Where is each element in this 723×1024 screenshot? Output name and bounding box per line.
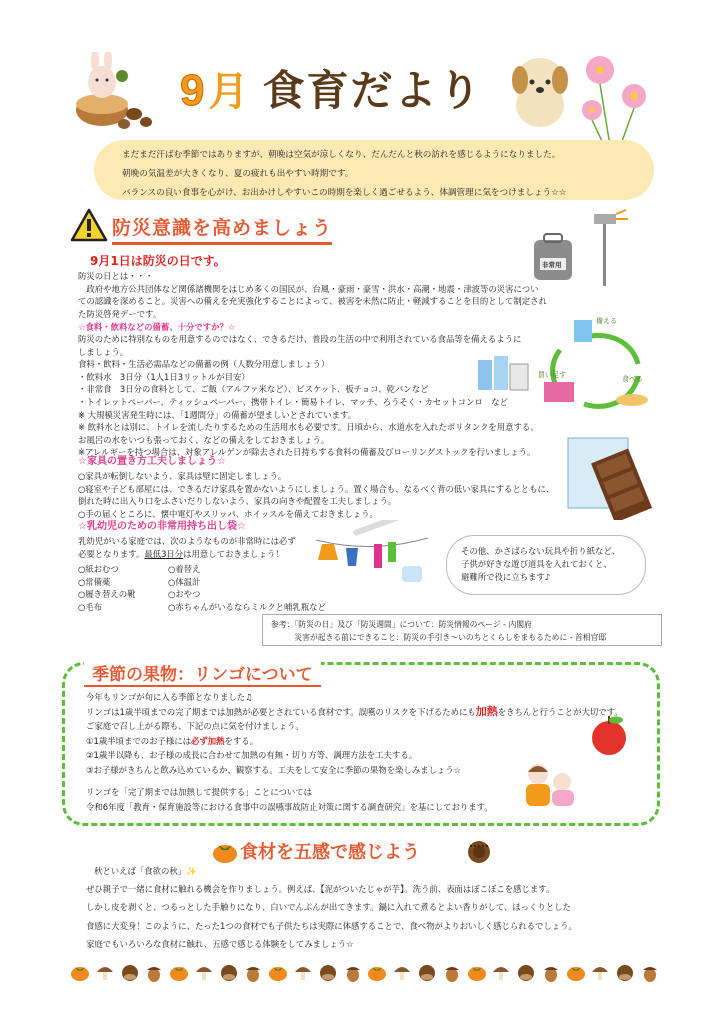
- text-line: ※ 大規模災害発生時には、「1週間分」の備蓄が望ましいとされています。: [78, 409, 357, 420]
- cycle-label: 食べる: [622, 375, 643, 383]
- text-line: 子供が好きな遊び道具を入れておくと、: [461, 559, 612, 569]
- mushroom-icon: [491, 962, 511, 986]
- text-line: お風呂の水をいつも張っておく、などの備えをしておきましょう。: [78, 434, 330, 445]
- item: ○おやつ: [168, 589, 201, 600]
- food-stock-text: [78, 333, 539, 459]
- cycle-label: 備える: [596, 317, 617, 325]
- text-part: 必要となります。: [78, 548, 145, 559]
- chestnut-icon: [516, 962, 536, 986]
- text-line: ぜひ親子で一緒に食材に触れる機会を作りましょう。例えば、【泥がついたじゃが芋】。洗う前、表面はぼこぼこを感じます。: [86, 884, 555, 895]
- chestnut-icon: [417, 962, 437, 986]
- emphasis-text: 必ず加熱: [190, 735, 225, 746]
- text-line: ※ 飲料水とは別に、トイレを流したりするための生活用水も必要です。日頃から、水道水を入れたポリタンクを用意する、: [78, 422, 539, 433]
- cycle-label: 買い足す: [538, 371, 566, 379]
- rabbit-illustration: [70, 52, 160, 136]
- section-disaster-title: 防災意識を高めましょう: [112, 213, 332, 245]
- siren-pole-illustration: [580, 206, 630, 290]
- mushroom-icon: [590, 962, 610, 986]
- autumn-food-border: [70, 962, 660, 986]
- text-line: [78, 548, 296, 561]
- text-line: ※アレルギーを持つ場合は、対象アレルゲンが除去された日持ちする食料の備蓄及びローリングストックを行いましょう。: [78, 447, 536, 458]
- mushroom-icon: [293, 962, 313, 986]
- text-line: 秋といえば「食欲の秋」✨: [94, 866, 197, 876]
- reference-line: 災害が起きる前にできること：防災の手引き～いのちとくらしをまもるために - 首相官邸: [271, 633, 607, 642]
- item: ○紙おむつ: [78, 564, 119, 574]
- section-fruit-title: 季節の果物：リンゴについて: [84, 660, 321, 687]
- reference-line: 参考：「防災の日」及び「防災週間」について：防災情報のページ - 内閣府: [271, 620, 532, 629]
- title-number: 9: [180, 66, 205, 115]
- rolling-stock-cycle-illustration: [530, 316, 660, 412]
- text-line: 食料・飲料・生活必需品などの備蓄の例（人数分用意しましょう）: [78, 359, 330, 370]
- text-line: 食感に大変身！このように、たった1つの食材でも子供たちは実際に体感することで、食べ物がよりおいしく感じられるでしょう。: [86, 920, 577, 931]
- persimmon-icon: [467, 962, 487, 986]
- acorn-icon: [442, 962, 462, 986]
- text-line: ご家庭で召し上がる際も、下記の点に気を付けましょう。: [86, 721, 304, 731]
- mushroom-icon: [392, 962, 412, 986]
- apple-illustration: [586, 712, 632, 760]
- text-line: 防災のために特別なものを用意するのではなく、できるだけ、普段の生活の中で利用されている食品等を備えるように: [78, 334, 522, 344]
- text-line: しかし皮を剥くと、つるっとした手触りになり、白いでんぷんが出てきます。鍋に入れて煮るとよい香りがして、ほっくりとした: [86, 902, 571, 913]
- text-line: ○手の届くところに、懐中電灯やスリッパ、ホイッスルを備えておきましょう。: [78, 508, 378, 519]
- title-main: 食育だより: [262, 66, 483, 115]
- section-senses-title: 食材を五感で感じよう: [240, 842, 420, 863]
- text-line: その他、かさばらない玩具や折り紙など、: [461, 546, 621, 556]
- acorn-icon: [144, 962, 164, 986]
- text-line: ・トイレットペーパー、ティッシュペーパー、携帯トイレ・簡易トイレ、マッチ、ろうそく・カセットコンロ など: [78, 396, 508, 407]
- text-line: ○家具が転倒しないよう、家具は壁に固定しましょう。: [78, 471, 287, 481]
- bag-label: 非常用: [542, 261, 562, 269]
- infant-text: [78, 535, 296, 560]
- text-line: た防災啓発デーです。: [78, 308, 162, 319]
- disaster-intro: [78, 270, 547, 320]
- item: ○履き替えの靴: [78, 589, 136, 600]
- text-line: ての認識を深めること。災害への備えを充実強化することによって、被害を未然に防止・軽減することを目的として制定され: [78, 296, 547, 307]
- food-stock-heading: ☆食料・飲料などの備蓄、十分ですか？☆: [78, 322, 236, 332]
- acorn-icon: [243, 962, 263, 986]
- item: ○毛布: [78, 601, 103, 612]
- text-line: しましょう。: [78, 346, 129, 357]
- intro-box: [94, 140, 654, 200]
- text-part: ①1歳半頃までのお子様には: [86, 735, 191, 746]
- item: ○常備薬: [78, 576, 111, 587]
- persimmon-icon: [367, 962, 387, 986]
- acorn-icon: [640, 962, 660, 986]
- children-eating-illustration: [520, 760, 580, 814]
- text-line: 乳幼児がいる家庭では、次のようなものが非常時には必ず: [78, 536, 296, 546]
- infant-heading: ☆乳幼児のための非常用持ち出し袋☆: [78, 521, 246, 532]
- item: ○体温計: [168, 576, 201, 587]
- acorn-icon: [541, 962, 561, 986]
- dog-illustration: [500, 50, 580, 134]
- fallen-furniture-illustration: [566, 436, 662, 524]
- item: ○赤ちゃんがいるならミルクと哺乳瓶など: [168, 601, 326, 612]
- persimmon-icon: [70, 962, 90, 986]
- text-line: ・飲料水 3日分（1人1日3リットルが目安）: [78, 371, 250, 382]
- senses-text: [86, 862, 577, 953]
- intro-line: まだまだ汗ばむ季節ではありますが、朝晩は空気が涼しくなり、だんだんと秋の訪れを感じるようになりました。: [122, 150, 561, 160]
- text-line: 今年もリンゴが旬に入る季節となりました♫: [86, 692, 253, 702]
- text-line: リンゴを「完了期までは加熱して提供する」ことについては: [86, 787, 312, 797]
- text-line: ②1歳半以降も、お子様の成長に合わせて加熱の有無・切り方等、調理方法を工夫する。: [86, 750, 418, 760]
- text-line: 政府や地方公共団体など関係諸機関をはじめ多くの国民が、台風・豪雨・豪雪・洪水・高潮・地震・津波等の災害につい: [78, 283, 539, 294]
- title-month: 月: [208, 69, 249, 115]
- text-part: をする。: [224, 735, 258, 746]
- text-line: ・非常食 3日分の食料として、ご飯（アルファ米など）、ビスケット、板チョコ、乾パンなど: [78, 384, 429, 395]
- persimmon-icon: [566, 962, 586, 986]
- intro-line: バランスの良い食事を心がけ、お出かけしやすいこの時期を楽しく過ごせるよう、体調管理に気をつけましょう☆☆: [122, 188, 567, 198]
- water-bottles-illustration: [476, 350, 530, 398]
- mushroom-icon: [194, 962, 214, 986]
- text-line: 避難所で役に立ちます♪: [461, 572, 551, 582]
- text-line: ③お子様がきちんと飲み込めているか、観察する。工夫をして安全に季節の果物を楽しみましょう☆: [86, 764, 462, 775]
- text-line: ○寝室や子ども部屋には、できるだけ家具を置かないようにしましょう。置く場合も、なるべく背の低い家具にするとともに、: [78, 483, 555, 494]
- text-line: 防災の日とは・・・: [78, 271, 154, 281]
- emphasis-text: 最低3日分: [144, 548, 184, 559]
- furniture-text: [78, 470, 554, 520]
- persimmon-icon: [169, 962, 189, 986]
- text-part: をきちんと行うことが大切です。: [497, 706, 623, 717]
- tip-speech-bubble: [446, 535, 646, 595]
- chestnut-icon: [318, 962, 338, 986]
- warning-icon: [70, 208, 108, 246]
- references-box: [262, 614, 662, 646]
- baby-goods-illustration: [312, 520, 432, 594]
- text-line: [86, 734, 623, 749]
- intro-line: 朝晩の気温差が大きくなり、夏の疲れも出やすい時期です。: [122, 169, 354, 179]
- disaster-day-subtitle: 9月1日は防災の日です。: [90, 254, 226, 268]
- text-part: リンゴは1歳半頃までの完了期までは加熱が必要とされている食材です。誤嚥のリスクを下げるためにも: [86, 706, 476, 717]
- chestnut-icon: [219, 962, 239, 986]
- page-title: [180, 58, 483, 118]
- text-line: 家庭でもいろいろな食材に触れ、五感で感じる体験をしてみましょう☆: [86, 938, 354, 949]
- item: ○着替え: [168, 564, 201, 574]
- text-line: 令和6年度「教育・保育施設等における食事中の誤嚥事故防止対策に関する調査研究」を基にしております。: [86, 801, 493, 812]
- text-line: 倒れた時に出入り口をふさいだりしないよう、家具の向きや配置を工夫しましょう。: [78, 496, 397, 507]
- furniture-heading: ☆家具の置き方工夫しましょう☆: [78, 456, 226, 467]
- chestnut-icon: [120, 962, 140, 986]
- text-line: [86, 705, 623, 720]
- emphasis-text: 加熱: [475, 704, 498, 718]
- mushroom-icon: [95, 962, 115, 986]
- infant-items: [78, 563, 348, 613]
- persimmon-icon: [268, 962, 288, 986]
- chestnut-icon: [615, 962, 635, 986]
- acorn-icon: [343, 962, 363, 986]
- text-part: は用意しておきましょう！: [183, 548, 284, 559]
